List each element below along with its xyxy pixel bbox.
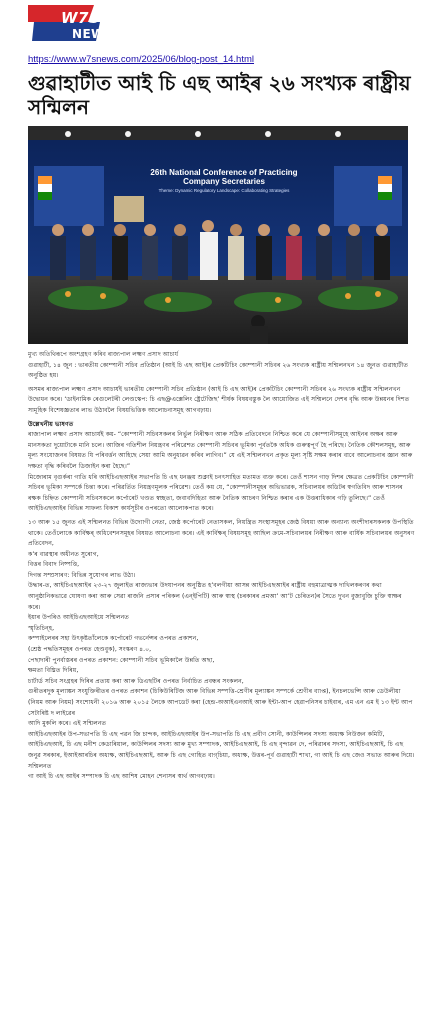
paragraph: ১৩ আৰু ১৫ জুনত এই সন্মিলনত বিভিন্ন উদ্যোগী নেতা, জেষ্ঠ কৰ্পোৰেট নেতাসকল, নিয়ন্ত্ৰিত সংস্থাসমূহৰ জেষ্ঠ বিষয়া আৰু অন্যান্য অংশীদাৰসকলক উপস্থিতি থাকে। তেওঁলোকে কাৰ্বিক্ষৰ্ অধিবেশনসমূহৰ বিষয়ত আলোচনা কৰে। এই কাৰ্বিক্ষৰ্ বিষয়সমূহ আছিল ক্ৰমে-সচিবালয়ৰ নিৰীক্ষণ আৰু বাৰ্ষিক সচিবালয়ৰ অনুসৰণ প্ৰতিবেদন, [28,518,415,548]
article-url-link[interactable]: https://www.w7snews.com/2025/06/blog-post_14.html [28,54,255,65]
list-item: চাৰ্টাৰ্ড সচিব সংগ্ৰহৰ দিৰিৰ প্ৰত্যয় কৰা আৰু ডিএছটিৰ ওপৰত নিৰ্বাচিত প্ৰবন্ধৰ সংকলন, [28,677,244,685]
list-item: ক’ৰ বাৱস্থাৰ অধীনত সুৰোগ, [28,550,99,558]
conference-photo [28,126,408,344]
list-item: গুৰীতৰদুক মূল্যাঙ্কন সংযুক্তিৰীতৰ ওপৰত প্ৰকাশন (চিকিউৰিটিজ আৰু বিভিন্ন সম্পত্তি-শ্ৰেণীৰ মূল্যাঙ্কন সম্পৰ্কে শ্ৰেণীৰ ব্যাপ্ত), ইনচলভেন্সি আৰু ডেউলীয়া (নিয়ম আৰু নিয়ম) সংশোধনী ২০১৬ আৰু ২০১৫ লৈকে আপডেট কৰা (হেন্ড-অআইএনআই আৰু ইন্টা-আপ হেৱাপনিসৰ চাইবাৰ, এম এন এম ই ১৩ ইন্ট আপ সেটাৰিষ্ট দ লাইৱেৰ [28,688,413,717]
w7s-news-logo[interactable] [28,3,114,43]
paragraph: গুৱাহাটী, ১৪ জুন : ভাৰতীয় কোম্পানী সচিব প্ৰতিষ্ঠান (আই চি এছ আই)ৰ প্ৰেকটিচিং কোম্পানী সচিবৰ ২৬ সংখ্যক ৰাষ্ট্ৰীয় সন্মিলনখন ১৪ জুনত গুৱাহাটীত অনুষ্ঠিত হয়। [28,361,409,380]
list-item: দিগন্ত সম্প্ৰসাৰণ: বিভিন্ন সুযোগৰ লাভ উঠা। [28,571,136,579]
list-item: ক্ষমতা বিঘ্নিত দিৰিয়, [28,667,79,675]
paragraph: আইচিএছআইৰ উপ-সভাপতি চি এছ পৱন জি চান্দক, আইচিএছআইৰ উপ-সভাপতি চি এছ প্ৰবীণ সোনী, কাউন্সিলৰ সদস্য অধ্যক্ষ নিউজন কমিটি, আইচিএছআই, চি এছ মনীশ কেডাৰিয়াল, কাউন্সিলৰ সদস্য আৰু মুখ্য সম্পাদক, আইচিএছআই, চি এছ বৃন্দাৱন দে, পৰিৱাৰৰ সদস্য, আইচিএছআই, চি এছ জনুৱ সৰকাৰ, ইআইআৰচিৰ অধ্যক্ষ, আইচিএছআই, আৰু চি এছ গোহিত বাগ্‌চিয়া, অধ্যক্ষ, উত্তৰ-পূৰ্ব গুৱাহাটী শাখা, গা আই চি এছ জেও সভাত আৰুৰ দিয়ে। সন্মিলনত [28,730,415,770]
list-item: স্মৃতিচিন্হ, [28,624,55,632]
paragraph: ইয়াৰ উপৰিও আইচিএছআইয়ে সন্মিলনত [28,614,129,622]
banner-theme: Theme: Dynamic Regulatory Landscape: Collaborating Strategies [158,188,290,193]
article-body [28,350,416,783]
list-item: (শ্ৰেষ্ঠ পদ্ধতিসমূহৰ ওপৰত হেণ্ডবুক), সংস্কৰণ ৪.০, [28,646,152,654]
section-subheading: উল্লেখনীয় ভাষণত [28,420,74,428]
paragraph: ৰাজ্যপাল লক্ষ্মণ প্ৰসাদ আচাৰ্যই কয়- “কোম্পানী সচিবসকলৰ নিৰ্ভুল নিৰীক্ষণ আৰু সঠিক প্ৰতিবেদনে নিশ্চিত কৰে যে কোম্পানীসমূহে আইনৰ অক্ষৰ আৰু মানসকতা দুয়োটাকে মানি চলে। আজিৰ গতিশীল নিয়ন্ত্ৰণৰ পৰিৱেশত কোম্পানী সচিবৰ ভূমিকা পূৰ্বতকৈ অধিক গুৰুত্বপূৰ্ণ হৈ পৰিছে। নৈতিক কৌশলসমূহ, আৰু মূল্য সংযোজনৰ বিষয়ত যি পৰিবৰ্ত্তন আহিছে সেয়া আমি অনুধাৱন কৰিব লাগিব।” যে এই সন্মিলনখন প্ৰকৃত মূল্য সৃষ্টি সক্ষম কৰাৰ বাবে আলোচনাৰ জ্ঞান আৰু দক্ষতা বৃদ্ধি কৰিবলৈ ডিজাইন কৰা হৈছে।” [28,431,413,470]
logo-text: W7S [61,9,101,27]
photo-caption: মুখ্য অতিথিৰূপে অংশগ্ৰহণ কৰিব ৰাজ্যপাল লক্ষ্মণ প্ৰসাদ আচাৰ্য [28,351,179,358]
banner-title: 26th National Conference of Practicing Company Secretaries [150,168,298,186]
list-item: কম্পাইলেৰৰ সহা উৎকৃষ্টতাঁলেকে কৰ্পোৰেট গভৰ্নেন্সৰ ওপৰত প্ৰকাশন, [28,635,199,643]
paragraph: আদি মুকলি কৰে। এই সন্মিলনত [28,720,107,728]
paragraph: গা আই চি এছ আইৰ সম্পাদক চি এছ আশিষ মোহন শেনাসৰ স্বাৰ্থ আগবঢ়ায়। [28,773,215,781]
list-item: বিত্তৰ বিবাদ নিষ্পত্তি, [28,561,80,569]
logo-subtext: NEWS [72,27,114,41]
stage-photo-graphic [28,126,408,344]
article-headline: গুৱাহাটীত আই চি এছ আইৰ ২৬ সংখ্যক ৰাষ্ট্ৰীয় সন্মিলন [28,71,411,119]
paragraph: উদ্ধাৰ-ত, আইচিএছআইৰ ২৩-২৭ জুলাইত ৰাজ্যভাৰ উদযাপনৰ অনুষ্ঠিত হ’বলগীয়া আসন্ন আইচিএছআইৰ ৰাষ্ট্ৰীয় বহুমাত্ৰাত্মক দাখিলকৰণৰ কথা আনুষ্ঠানিকভাৱে ঘোষণা কৰা আৰু সেৱা ৰাজনি প্ৰসাৰ পৰিকল (এন্‌ইপিটি) আৰু স্বাস্থ (চৰকাৰৰ প্ৰমআ’ আ’ট চেৰিতন)ৰ সৈতে দুখন বুজাবুজি চুক্তি স্বাক্ষৰ কৰে। [28,582,402,611]
paragraph: মিজোৰাম বৃগুৰ্কৰা গাতি ধৰি আইচিএছআইৰ সভাপতি চি এছ ধনঞ্জয় শুক্লাই চনৎসাহিত মতামত ব্যক্ত কৰে। তেওঁ শাসন গাড় দিশৰ ক্ষেত্ৰত প্ৰেকটিচিং কোম্পানী সচিবৰ ভূমিকা সম্পৰ্কে চিন্তা কৰে। পৰিৱৰ্তিত নিয়ন্ত্ৰণমূলক পৰিৱেশ। তেওঁ কয় যে, “কোম্পানীসমূহৰ অভিভাৱক, সচিবালয়ৰ অডিটৰ স্বগতিবিদ আৰু শাসনৰ ৰক্ষক চিহ্নিত কোম্পানী সচিবসকলে কৰ্পোৰেট খণ্ডত স্বচ্ছতা, জবাবদিহিতা আৰু নৈতিক আচৰণ নিশ্চিত কৰাৰ এক উত্তৰাধিকাৰ গঢ়ি তুলিছে।” তেওঁ আইচিএছআইৰ বিভিন্ন সাফল্য বিকাশ কাৰ্যসূচীৰ ওপৰতো আলোকপাত কৰে। [28,473,414,513]
paragraph: অসমৰ ৰাজ্যপাল লক্ষ্মণ প্ৰসাদ আচাৰ্যই ভাৰতীয় কোম্পানী সচিব প্ৰতিষ্ঠান (আই চি এছ আই)ৰ প্ৰেকটিচিং কোম্পানী সচিবৰ ২৬ সংখ্যক ৰাষ্ট্ৰীয় সন্মিলনখন উদ্বোধন কৰে। ‘ডাইনামিক ৰেগুলেটৰী লেণ্ডস্কেপ: চি এছ@এক্সেলিং ষ্ট্ৰেটেজিছ’ শীৰ্ষক বিষয়বস্তুক লৈ আয়োজিত এই সন্মিলনে দেশৰ বৃদ্ধি আৰু উন্নয়নৰ দিশত সামূহিক বিশেষজ্ঞতাৰ লাভ উঠাবলৈ বিষয়ভিত্তিক আলোচনাসমূহ আগবঢ়ায়। [28,385,410,414]
list-item: পেছাদাৰী পুনৰ্বাস্তৰৰ ওপৰত প্ৰকাশন: কোম্পানী সচিব ভূমিকালৈ উন্নতি অছা, [28,656,215,664]
